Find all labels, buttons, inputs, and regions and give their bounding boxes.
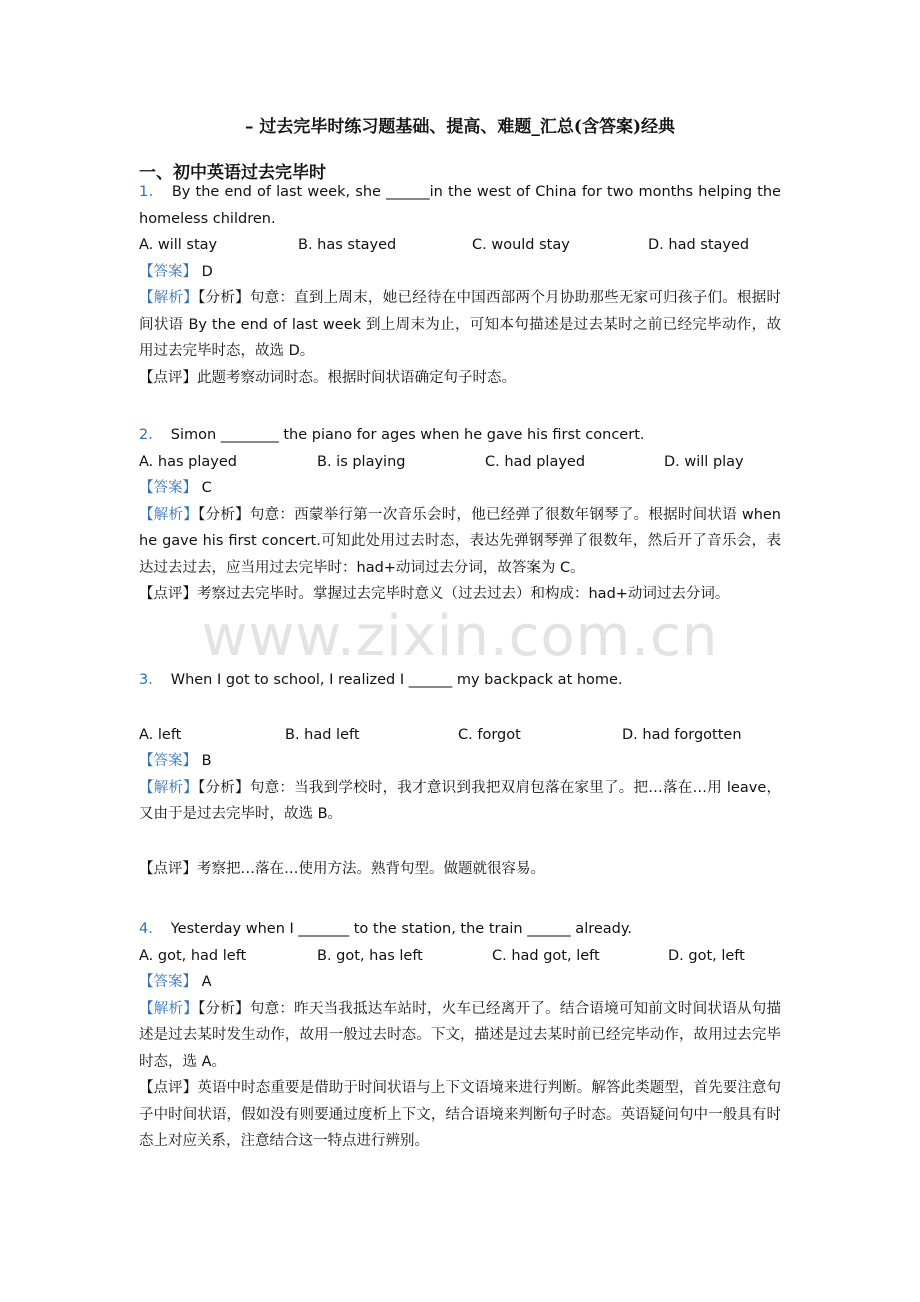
question-1-option-c: C. would stay [472, 237, 570, 253]
question-4-option-b: B. got, has left [317, 947, 423, 964]
spacer [139, 828, 781, 856]
question-1-text: By the end of last week, she ______in the west of China for two months helping the homeless children. [139, 184, 781, 227]
question-1-option-a: A. will stay [139, 237, 218, 253]
question-3-comment [139, 856, 781, 883]
answer-label: 【答案】 [139, 974, 197, 990]
question-2 [139, 422, 781, 608]
analysis-label: 【解析】 [139, 779, 199, 796]
question-4-number: 4． [139, 921, 163, 937]
comment-text: 英语中时态重要是借助于时间状语与上下文语境来进行判断。解答此类题型，首先要注意句子中时间状语，假如没有则要通过度析上下文，结合语境来判断句子时态。英语疑问句中一般具有时态上对应关系，注意结合这一特点进行辨别。 [139, 1080, 781, 1149]
fenxi-label: 【分析】 [198, 290, 250, 306]
question-2-option-c: C. had played [485, 453, 586, 470]
question-4-option-c: C. had got, left [492, 947, 600, 964]
question-3-number: 3． [139, 672, 163, 688]
comment-text: 考察过去完毕时。掌握过去完毕时意义（过去过去）和构成：had+动词过去分词。 [197, 586, 730, 602]
question-4 [139, 916, 781, 1155]
document-title: – 过去完毕时练习题基础、提高、难题_汇总(含答案)经典 [244, 117, 675, 137]
question-2-text: Simon ________ the piano for ages when he gave his first concert. [170, 427, 645, 443]
question-3-option-c: C. forgot [458, 726, 521, 743]
question-2-comment [139, 581, 781, 608]
question-1-comment [139, 365, 781, 392]
analysis-text: 句意：直到上周末，她已经待在中国西部两个月协助那些无家可归孩子们。根据时间状语 By the end of last week 到上周末为止，可知本句描述是过去某时之前已经完毕动作，故用过去完毕时态，故选 D。 [139, 290, 781, 359]
comment-label: 【点评】 [139, 1080, 198, 1096]
answer-value: C [201, 480, 212, 496]
answer-label: 【答案】 [139, 480, 197, 496]
section-heading: 一、初中英语过去完毕时 [139, 163, 326, 183]
comment-label: 【点评】 [139, 369, 197, 386]
spacer [139, 694, 781, 722]
question-3-option-a: A. left [139, 726, 182, 743]
comment-text: 考察把…落在…使用方法。熟背句型。做题就很容易。 [197, 860, 545, 877]
question-4-analysis [139, 996, 781, 1076]
question-4-comment [139, 1075, 781, 1155]
question-1-stem [139, 179, 781, 232]
question-1 [139, 179, 781, 391]
question-1-number: 1． [139, 184, 164, 200]
question-4-stem [139, 916, 781, 943]
answer-label: 【答案】 [139, 263, 197, 280]
question-4-answer [139, 969, 781, 996]
question-1-analysis [139, 285, 781, 365]
question-2-stem [139, 422, 781, 449]
answer-value: B [201, 753, 212, 769]
question-2-number: 2． [139, 427, 163, 443]
fenxi-label: 【分析】 [198, 1000, 250, 1017]
answer-label: 【答案】 [139, 753, 197, 769]
question-3-stem [139, 667, 781, 694]
question-2-option-a: A. has played [139, 453, 237, 470]
analysis-label: 【解析】 [139, 290, 199, 306]
question-4-options [139, 943, 781, 970]
comment-label: 【点评】 [139, 586, 197, 602]
watermark: www.zixin.com.cn [201, 604, 719, 669]
question-1-answer [139, 259, 781, 286]
question-4-option-d: D. got, left [668, 947, 745, 964]
analysis-text: 句意：当我到学校时，我才意识到我把双肩包落在家里了。把…落在…用 leave，又由于是过去完毕时，故选 B。 [139, 779, 781, 822]
analysis-label: 【解析】 [139, 1000, 199, 1017]
question-2-option-b: B. is playing [317, 453, 406, 470]
question-1-option-d: D. had stayed [648, 237, 750, 253]
comment-text: 此题考察动词时态。根据时间状语确定句子时态。 [197, 369, 516, 386]
question-1-options [139, 232, 781, 259]
answer-value: D [201, 263, 213, 280]
question-2-answer [139, 475, 781, 502]
question-3-text: When I got to school, I realized I ______ my backpack at home. [170, 672, 623, 688]
question-3-option-b: B. had left [285, 726, 360, 743]
analysis-label: 【解析】 [139, 506, 199, 523]
question-2-options [139, 449, 781, 476]
fenxi-label: 【分析】 [198, 506, 250, 523]
answer-value: A [201, 974, 212, 990]
question-2-option-d: D. will play [664, 453, 744, 470]
fenxi-label: 【分析】 [198, 779, 250, 796]
analysis-text: 句意：西蒙举行第一次音乐会时，他已经弹了很数年钢琴了。根据时间状语 when he gave his first concert.可知此处用过去时态，表达先弹钢琴弹了很数年，然后开了音乐会，表达过去过去，应当用过去完毕时：had+动词过去分词，故答案为 C。 [139, 506, 781, 576]
question-3-answer [139, 748, 781, 775]
question-4-text: Yesterday when I _______ to the station, the train ______ already. [170, 921, 633, 937]
question-3-option-d: D. had forgotten [622, 726, 742, 743]
question-3-options [139, 722, 781, 749]
question-2-analysis [139, 502, 781, 582]
question-3 [139, 667, 781, 882]
analysis-text: 句意：昨天当我抵达车站时，火车已经离开了。结合语境可知前文时间状语从句描述是过去某时发生动作，故用一般过去时态。下文，描述是过去某时前已经完毕动作，故用过去完毕时态，选 A。 [139, 1000, 781, 1070]
comment-label: 【点评】 [139, 860, 197, 877]
question-3-analysis [139, 775, 781, 828]
question-1-option-b: B. has stayed [298, 237, 397, 253]
question-4-option-a: A. got, had left [139, 947, 247, 964]
